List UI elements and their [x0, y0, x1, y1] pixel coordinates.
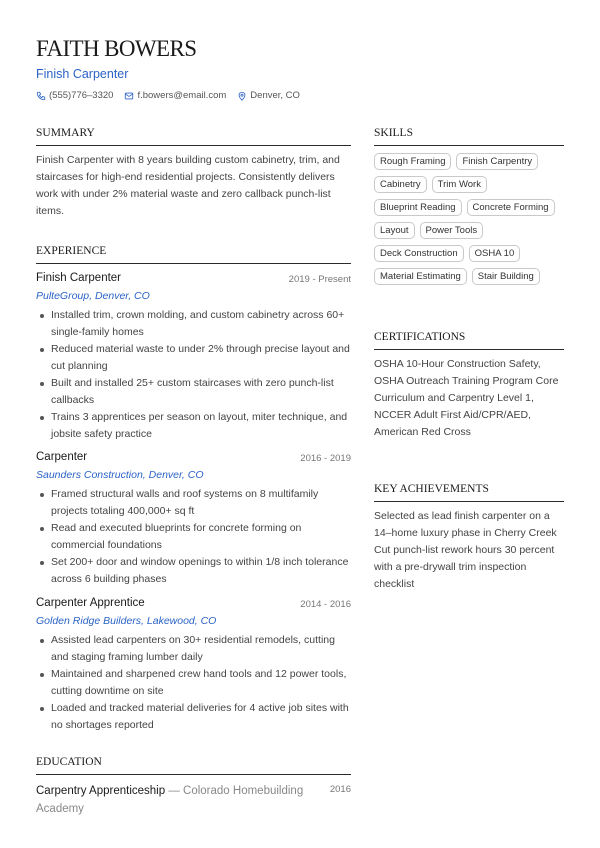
- job-1-bullets: [36, 307, 350, 443]
- list-item: Assisted lead carpenters on 30+ residential remodels, cutting and staging framing lumber daily: [36, 632, 350, 666]
- education-entry: [36, 782, 350, 818]
- job-2-dates: 2016 - 2019: [300, 453, 351, 464]
- list-item: Trains 3 apprentices per season on layout, miter technique, and jobsite safety practice: [36, 409, 350, 443]
- list-item: Framed structural walls and roof systems on 8 multifamily projects totaling 400,000+ sq ft: [36, 486, 350, 520]
- skill-tag: Blueprint Reading: [374, 199, 462, 216]
- skill-tag: Finish Carpentry: [456, 153, 538, 170]
- education-divider: [36, 774, 351, 775]
- location-text: Denver, CO: [250, 90, 300, 101]
- skill-tag: Layout: [374, 222, 415, 239]
- summary-text: Finish Carpenter with 8 years building custom cabinetry, trim, and staircases for high-end residential projects. Consistently delivers work with under 2% material waste and zero callback punch-list items.: [36, 154, 340, 217]
- skills-heading: SKILLS: [374, 127, 413, 139]
- job-1-title: Finish Carpenter: [36, 272, 122, 284]
- experience-heading: EXPERIENCE: [36, 245, 107, 257]
- certifications-divider: [374, 349, 564, 350]
- location-pin-icon: [237, 91, 247, 101]
- job-1-company: PulteGroup, Denver, CO: [36, 290, 150, 302]
- contact-location: [237, 90, 300, 101]
- phone-icon: [36, 91, 46, 101]
- skill-tag: OSHA 10: [469, 245, 521, 262]
- skill-tag: Concrete Forming: [467, 199, 555, 216]
- job-title: Finish Carpenter: [36, 67, 129, 81]
- candidate-name: FAITH BOWERS: [36, 36, 197, 61]
- skill-tag: Rough Framing: [374, 153, 451, 170]
- contact-phone: [36, 90, 113, 101]
- experience-divider: [36, 263, 351, 264]
- education-school: Colorado Homebuilding Academy: [36, 785, 304, 815]
- list-item: Built and installed 25+ custom staircases with zero punch-list callbacks: [36, 375, 350, 409]
- job-3-title: Carpenter Apprentice: [36, 597, 145, 609]
- education-degree: Carpentry Apprenticeship: [36, 785, 166, 797]
- job-2-company: Saunders Construction, Denver, CO: [36, 469, 204, 481]
- skill-tag: Trim Work: [432, 176, 487, 193]
- job-3-dates: 2014 - 2016: [300, 599, 351, 610]
- summary-divider: [36, 145, 351, 146]
- contact-email: [124, 90, 226, 101]
- achievements-text: Selected as lead finish carpenter on a 14–home luxury phase in Cherry Creek Cut punch-list rework hours 30 percent with a pre-drywall trim inspection checklist: [374, 510, 557, 590]
- skill-tag: Deck Construction: [374, 245, 464, 262]
- achievements-heading: KEY ACHIEVEMENTS: [374, 483, 489, 495]
- summary-heading: SUMMARY: [36, 127, 95, 139]
- list-item: Set 200+ door and window openings to within 1/8 inch tolerance across 6 building phases: [36, 554, 350, 588]
- education-separator: —: [165, 785, 184, 797]
- list-item: Read and executed blueprints for concrete forming on commercial foundations: [36, 520, 350, 554]
- skill-tag: Power Tools: [420, 222, 484, 239]
- job-3-company: Golden Ridge Builders, Lakewood, CO: [36, 615, 217, 627]
- mail-icon: [124, 91, 134, 101]
- education-year: 2016: [329, 784, 351, 795]
- certifications-heading: CERTIFICATIONS: [374, 331, 466, 343]
- achievements-divider: [374, 501, 564, 502]
- certifications-text: OSHA 10-Hour Construction Safety, OSHA Outreach Training Program Core Curriculum and Carpentry Level 1, NCCER Adult First Aid/CPR/AED, American Red Cross: [374, 358, 559, 438]
- skills-divider: [374, 145, 564, 146]
- skill-tag: Cabinetry: [374, 176, 427, 193]
- job-2-title: Carpenter: [36, 451, 88, 463]
- job-3-bullets: [36, 632, 350, 734]
- job-2-bullets: [36, 486, 350, 588]
- phone-text: (555)776–3320: [49, 90, 114, 101]
- list-item: Installed trim, crown molding, and custom cabinetry across 60+ single-family homes: [36, 307, 350, 341]
- education-heading: EDUCATION: [36, 756, 102, 768]
- skill-tag: Material Estimating: [374, 268, 467, 285]
- email-text: f.bowers@email.com: [137, 90, 227, 101]
- list-item: Maintained and sharpened crew hand tools and 12 power tools, cutting downtime on site: [36, 666, 350, 700]
- job-1-dates: 2019 - Present: [288, 274, 351, 285]
- skills-list: [374, 153, 564, 291]
- skill-tag: Stair Building: [472, 268, 540, 285]
- list-item: Reduced material waste to under 2% through precise layout and cut planning: [36, 341, 350, 375]
- list-item: Loaded and tracked material deliveries for 4 active job sites with no shortages reported: [36, 700, 350, 734]
- contact-row: [36, 90, 311, 101]
